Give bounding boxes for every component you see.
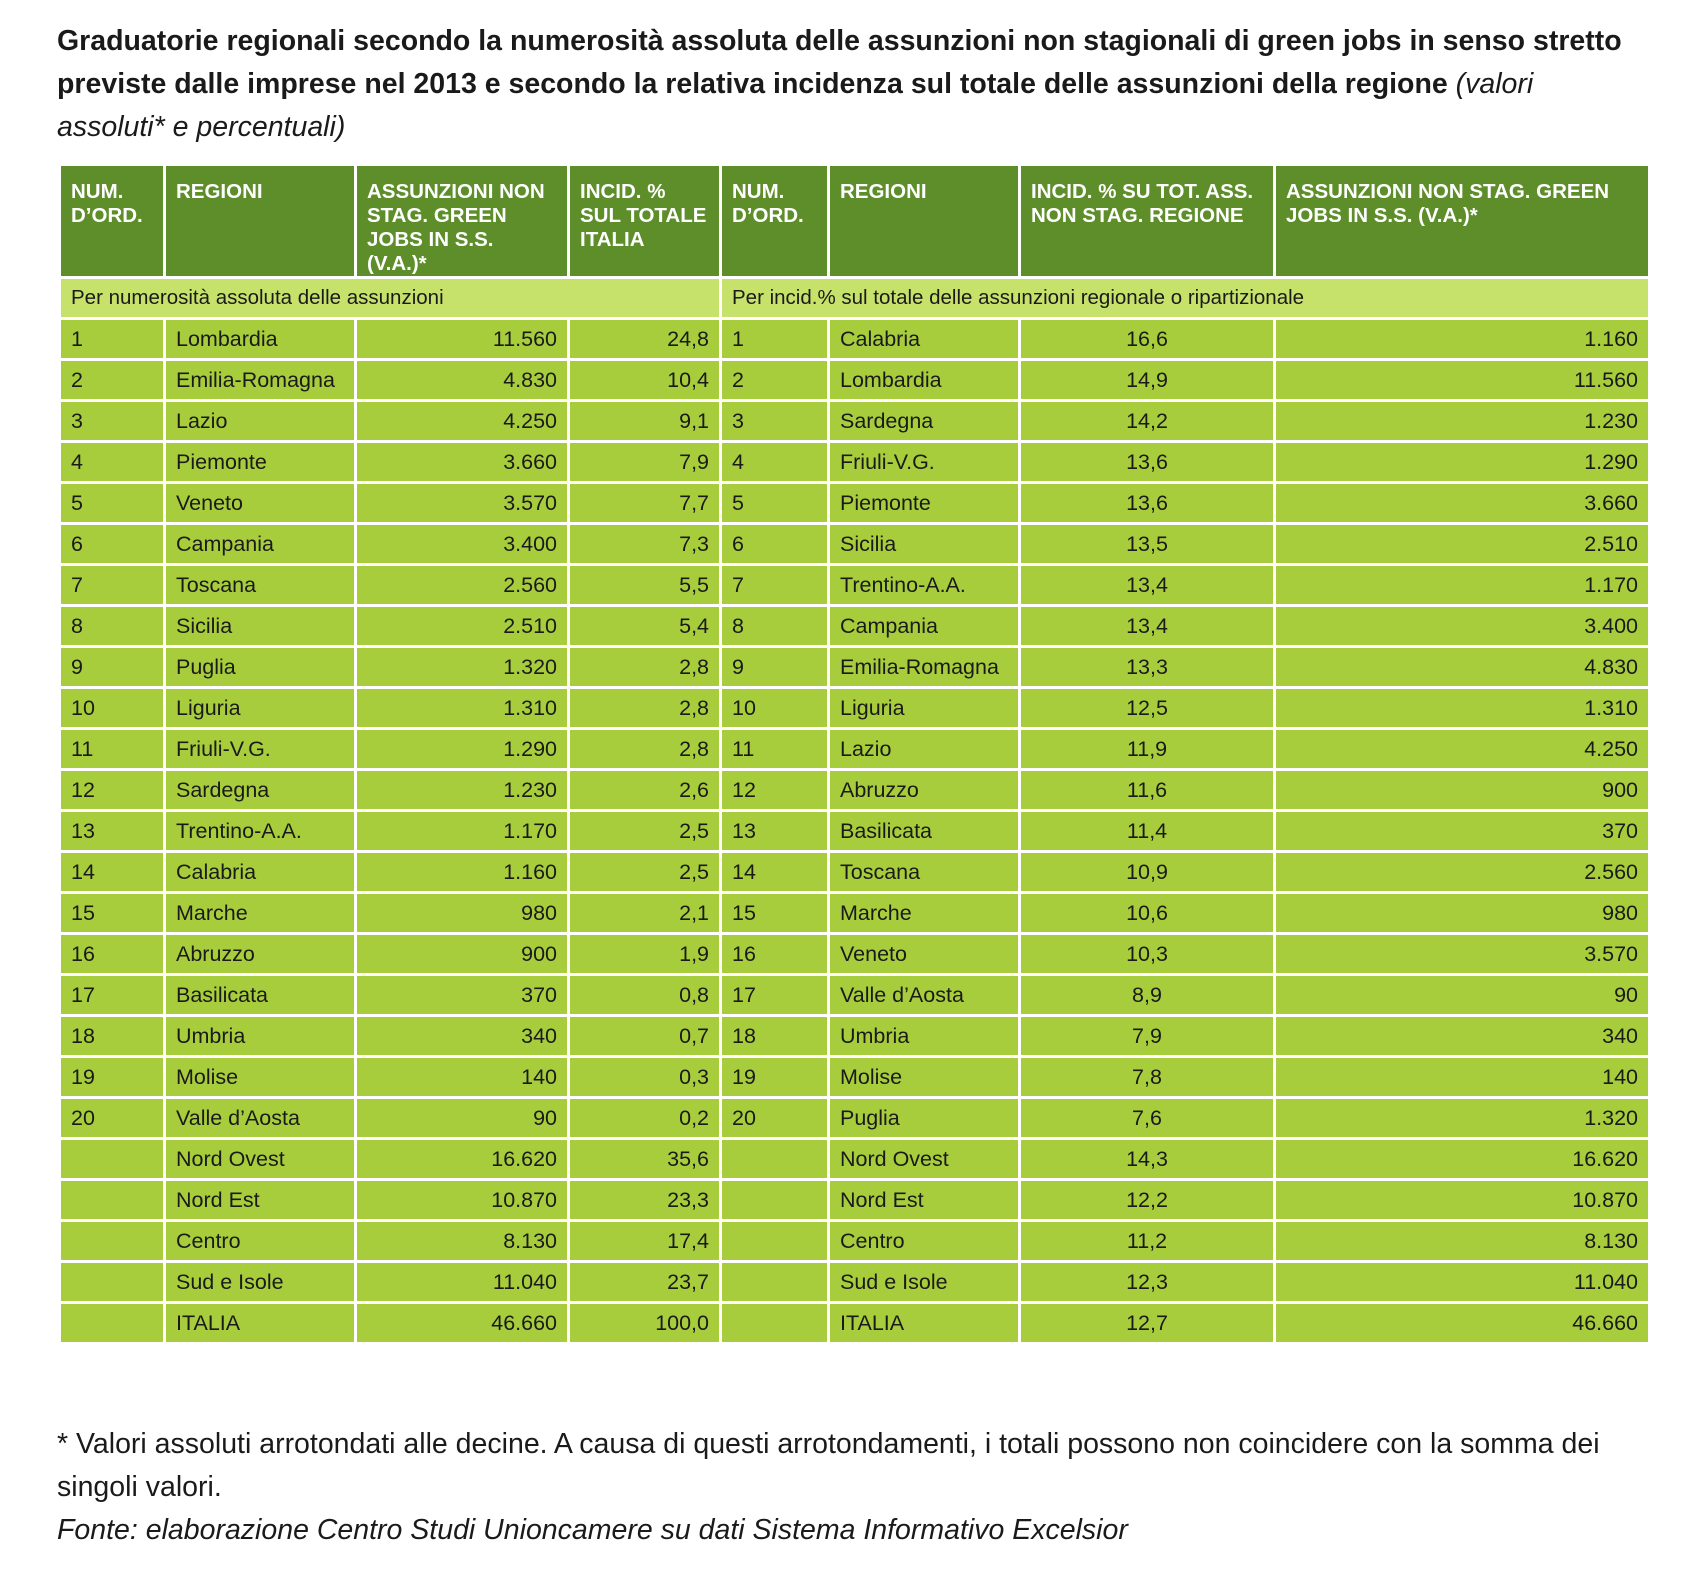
cell-hires-left: 8.130 <box>356 1221 569 1262</box>
cell-region-right: Emilia-Romagna <box>829 647 1020 688</box>
title-main: Graduatorie regionali secondo la numerosità assoluta delle assunzioni non stagionali di green jobs in senso stretto previste dalle imprese nel 2013 e secondo la relativa incidenza sul totale delle assunzioni della regione <box>57 25 1622 100</box>
cell-rank-left: 6 <box>60 524 165 565</box>
cell-region-left: Liguria <box>165 688 356 729</box>
cell-region-left: Trentino-A.A. <box>165 811 356 852</box>
cell-rank-left: 19 <box>60 1057 165 1098</box>
table-row <box>60 975 1650 1016</box>
cell-share-italy: 2,1 <box>569 893 721 934</box>
cell-region-right: ITALIA <box>829 1303 1020 1344</box>
cell-rank-right: 15 <box>721 893 829 934</box>
cell-region-left: Umbria <box>165 1016 356 1057</box>
cell-rank-right: 1 <box>721 319 829 360</box>
cell-region-left: Piemonte <box>165 442 356 483</box>
cell-share-italy: 23,3 <box>569 1180 721 1221</box>
cell-share-region: 12,3 <box>1020 1262 1275 1303</box>
cell-share-region: 8,9 <box>1020 975 1275 1016</box>
cell-hires-right: 340 <box>1275 1016 1650 1057</box>
cell-rank-left: 10 <box>60 688 165 729</box>
cell-share-region: 13,6 <box>1020 442 1275 483</box>
cell-hires-left: 370 <box>356 975 569 1016</box>
cell-region-left: Calabria <box>165 852 356 893</box>
cell-hires-left: 1.160 <box>356 852 569 893</box>
source-note: Fonte: elaborazione Centro Studi Unioncamere su dati Sistema Informativo Excelsior <box>57 1514 1128 1546</box>
cell-hires-right: 370 <box>1275 811 1650 852</box>
cell-share-italy: 1,9 <box>569 934 721 975</box>
cell-hires-left: 2.510 <box>356 606 569 647</box>
table-row <box>60 1098 1650 1139</box>
cell-region-right: Sardegna <box>829 401 1020 442</box>
cell-hires-right: 140 <box>1275 1057 1650 1098</box>
cell-rank-left: 16 <box>60 934 165 975</box>
cell-region-right: Umbria <box>829 1016 1020 1057</box>
cell-share-italy: 24,8 <box>569 319 721 360</box>
cell-hires-right: 980 <box>1275 893 1650 934</box>
cell-region-left: Sicilia <box>165 606 356 647</box>
cell-region-left: ITALIA <box>165 1303 356 1344</box>
cell-hires-right: 1.320 <box>1275 1098 1650 1139</box>
table-row <box>60 442 1650 483</box>
cell-share-italy: 7,9 <box>569 442 721 483</box>
cell-hires-left: 980 <box>356 893 569 934</box>
cell-region-right: Puglia <box>829 1098 1020 1139</box>
cell-region-left: Centro <box>165 1221 356 1262</box>
cell-region-left: Puglia <box>165 647 356 688</box>
cell-share-region: 11,6 <box>1020 770 1275 811</box>
table-row <box>60 934 1650 975</box>
cell-rank-left: 14 <box>60 852 165 893</box>
table-row <box>60 1262 1650 1303</box>
cell-share-italy: 100,0 <box>569 1303 721 1344</box>
cell-rank-right: 18 <box>721 1016 829 1057</box>
cell-share-region: 11,9 <box>1020 729 1275 770</box>
cell-region-left: Lazio <box>165 401 356 442</box>
cell-rank-left <box>60 1303 165 1344</box>
cell-hires-right: 90 <box>1275 975 1650 1016</box>
col-header-region-left: REGIONI <box>165 165 356 278</box>
cell-share-italy: 2,5 <box>569 852 721 893</box>
cell-share-region: 11,2 <box>1020 1221 1275 1262</box>
cell-region-right: Basilicata <box>829 811 1020 852</box>
cell-region-right: Trentino-A.A. <box>829 565 1020 606</box>
cell-region-right: Veneto <box>829 934 1020 975</box>
cell-rank-right <box>721 1303 829 1344</box>
cell-share-italy: 35,6 <box>569 1139 721 1180</box>
table-row <box>60 1016 1650 1057</box>
cell-share-region: 16,6 <box>1020 319 1275 360</box>
table-row <box>60 893 1650 934</box>
cell-region-left: Veneto <box>165 483 356 524</box>
table-row <box>60 647 1650 688</box>
cell-region-right: Campania <box>829 606 1020 647</box>
cell-region-left: Nord Ovest <box>165 1139 356 1180</box>
cell-region-left: Molise <box>165 1057 356 1098</box>
cell-region-left: Nord Est <box>165 1180 356 1221</box>
cell-share-region: 12,5 <box>1020 688 1275 729</box>
cell-rank-left: 12 <box>60 770 165 811</box>
footnote <box>57 1423 1647 1552</box>
cell-hires-left: 4.250 <box>356 401 569 442</box>
cell-rank-right: 16 <box>721 934 829 975</box>
section-row <box>60 278 1650 319</box>
cell-hires-right: 2.510 <box>1275 524 1650 565</box>
cell-rank-right <box>721 1221 829 1262</box>
cell-share-region: 11,4 <box>1020 811 1275 852</box>
cell-hires-left: 900 <box>356 934 569 975</box>
cell-rank-right: 3 <box>721 401 829 442</box>
cell-rank-left: 8 <box>60 606 165 647</box>
cell-hires-right: 4.830 <box>1275 647 1650 688</box>
cell-rank-left: 1 <box>60 319 165 360</box>
table-row <box>60 360 1650 401</box>
cell-share-region: 10,6 <box>1020 893 1275 934</box>
cell-rank-right: 11 <box>721 729 829 770</box>
cell-rank-left: 15 <box>60 893 165 934</box>
cell-rank-right: 6 <box>721 524 829 565</box>
cell-rank-right: 17 <box>721 975 829 1016</box>
cell-rank-left <box>60 1139 165 1180</box>
col-header-num-left: NUM. D’ORD. <box>60 165 165 278</box>
cell-share-italy: 7,7 <box>569 483 721 524</box>
cell-share-region: 13,4 <box>1020 606 1275 647</box>
cell-share-italy: 7,3 <box>569 524 721 565</box>
col-header-share-region: INCID. % SU TOT. ASS. NON STAG. REGIONE <box>1020 165 1275 278</box>
cell-hires-left: 10.870 <box>356 1180 569 1221</box>
cell-hires-right: 11.560 <box>1275 360 1650 401</box>
table-row <box>60 852 1650 893</box>
cell-region-right: Lombardia <box>829 360 1020 401</box>
cell-hires-right: 1.230 <box>1275 401 1650 442</box>
cell-rank-left <box>60 1221 165 1262</box>
cell-hires-left: 1.170 <box>356 811 569 852</box>
cell-hires-left: 2.560 <box>356 565 569 606</box>
cell-hires-right: 2.560 <box>1275 852 1650 893</box>
cell-rank-right: 9 <box>721 647 829 688</box>
section-right-label: Per incid.% sul totale delle assunzioni regionale o ripartizionale <box>721 278 1650 319</box>
cell-share-region: 12,2 <box>1020 1180 1275 1221</box>
cell-hires-right: 1.170 <box>1275 565 1650 606</box>
cell-hires-left: 16.620 <box>356 1139 569 1180</box>
table-row <box>60 565 1650 606</box>
cell-region-left: Basilicata <box>165 975 356 1016</box>
cell-hires-left: 1.290 <box>356 729 569 770</box>
table-row <box>60 811 1650 852</box>
table-row <box>60 1057 1650 1098</box>
table-row <box>60 1221 1650 1262</box>
cell-share-italy: 2,8 <box>569 647 721 688</box>
cell-rank-right: 13 <box>721 811 829 852</box>
cell-share-italy: 17,4 <box>569 1221 721 1262</box>
cell-hires-right: 8.130 <box>1275 1221 1650 1262</box>
cell-hires-left: 1.230 <box>356 770 569 811</box>
cell-hires-left: 1.320 <box>356 647 569 688</box>
cell-region-right: Abruzzo <box>829 770 1020 811</box>
cell-share-region: 7,9 <box>1020 1016 1275 1057</box>
cell-rank-left: 9 <box>60 647 165 688</box>
cell-share-italy: 5,5 <box>569 565 721 606</box>
cell-share-italy: 9,1 <box>569 401 721 442</box>
cell-rank-left <box>60 1180 165 1221</box>
cell-share-region: 13,3 <box>1020 647 1275 688</box>
cell-hires-left: 46.660 <box>356 1303 569 1344</box>
cell-rank-left: 11 <box>60 729 165 770</box>
cell-rank-left: 5 <box>60 483 165 524</box>
cell-hires-left: 3.660 <box>356 442 569 483</box>
cell-region-right: Nord Ovest <box>829 1139 1020 1180</box>
cell-region-right: Calabria <box>829 319 1020 360</box>
cell-hires-right: 3.400 <box>1275 606 1650 647</box>
cell-rank-left: 18 <box>60 1016 165 1057</box>
cell-rank-right <box>721 1262 829 1303</box>
cell-region-right: Valle d’Aosta <box>829 975 1020 1016</box>
cell-region-left: Friuli-V.G. <box>165 729 356 770</box>
title-note: (valori assoluti* e percentuali) <box>57 68 1534 143</box>
cell-hires-right: 4.250 <box>1275 729 1650 770</box>
cell-hires-left: 1.310 <box>356 688 569 729</box>
cell-region-right: Centro <box>829 1221 1020 1262</box>
cell-share-region: 7,6 <box>1020 1098 1275 1139</box>
cell-share-region: 13,6 <box>1020 483 1275 524</box>
cell-hires-right: 11.040 <box>1275 1262 1650 1303</box>
cell-hires-left: 3.570 <box>356 483 569 524</box>
cell-region-right: Sud e Isole <box>829 1262 1020 1303</box>
table-row <box>60 729 1650 770</box>
cell-region-right: Liguria <box>829 688 1020 729</box>
cell-hires-right: 1.310 <box>1275 688 1650 729</box>
section-left-label: Per numerosità assoluta delle assunzioni <box>60 278 721 319</box>
ranking-table <box>58 163 1651 1345</box>
cell-hires-right: 1.160 <box>1275 319 1650 360</box>
cell-share-italy: 0,3 <box>569 1057 721 1098</box>
cell-hires-right: 1.290 <box>1275 442 1650 483</box>
cell-region-left: Abruzzo <box>165 934 356 975</box>
col-header-share-italy: INCID. % SUL TOTALE ITALIA <box>569 165 721 278</box>
cell-share-italy: 10,4 <box>569 360 721 401</box>
cell-share-italy: 0,7 <box>569 1016 721 1057</box>
cell-hires-left: 11.560 <box>356 319 569 360</box>
cell-rank-right: 10 <box>721 688 829 729</box>
cell-rank-left: 3 <box>60 401 165 442</box>
cell-hires-right: 46.660 <box>1275 1303 1650 1344</box>
cell-hires-right: 900 <box>1275 770 1650 811</box>
table-row <box>60 524 1650 565</box>
cell-share-italy: 2,5 <box>569 811 721 852</box>
cell-region-right: Toscana <box>829 852 1020 893</box>
cell-region-left: Sardegna <box>165 770 356 811</box>
cell-region-right: Molise <box>829 1057 1020 1098</box>
cell-share-region: 13,5 <box>1020 524 1275 565</box>
col-header-hires-left: ASSUNZIONI NON STAG. GREEN JOBS IN S.S. (V.A.)* <box>356 165 569 278</box>
cell-rank-right <box>721 1139 829 1180</box>
cell-region-right: Marche <box>829 893 1020 934</box>
cell-rank-right: 19 <box>721 1057 829 1098</box>
cell-region-right: Nord Est <box>829 1180 1020 1221</box>
cell-region-left: Campania <box>165 524 356 565</box>
cell-hires-right: 3.660 <box>1275 483 1650 524</box>
cell-hires-right: 3.570 <box>1275 934 1650 975</box>
table-row <box>60 1180 1650 1221</box>
table-row <box>60 770 1650 811</box>
cell-rank-left: 7 <box>60 565 165 606</box>
cell-share-region: 10,9 <box>1020 852 1275 893</box>
cell-region-left: Lombardia <box>165 319 356 360</box>
table-row <box>60 688 1650 729</box>
cell-share-region: 14,2 <box>1020 401 1275 442</box>
col-header-region-right: REGIONI <box>829 165 1020 278</box>
cell-share-region: 13,4 <box>1020 565 1275 606</box>
cell-hires-left: 4.830 <box>356 360 569 401</box>
table-row <box>60 401 1650 442</box>
cell-share-italy: 2,8 <box>569 688 721 729</box>
cell-region-left: Marche <box>165 893 356 934</box>
cell-rank-right: 8 <box>721 606 829 647</box>
cell-region-right: Lazio <box>829 729 1020 770</box>
cell-hires-left: 11.040 <box>356 1262 569 1303</box>
table-row <box>60 606 1650 647</box>
cell-share-italy: 5,4 <box>569 606 721 647</box>
cell-region-left: Valle d’Aosta <box>165 1098 356 1139</box>
cell-share-italy: 23,7 <box>569 1262 721 1303</box>
cell-region-right: Piemonte <box>829 483 1020 524</box>
table-title <box>57 20 1647 149</box>
cell-rank-right: 4 <box>721 442 829 483</box>
cell-rank-right: 5 <box>721 483 829 524</box>
cell-share-italy: 2,6 <box>569 770 721 811</box>
cell-hires-right: 10.870 <box>1275 1180 1650 1221</box>
cell-rank-left: 20 <box>60 1098 165 1139</box>
header-row <box>60 165 1650 278</box>
cell-share-region: 10,3 <box>1020 934 1275 975</box>
cell-rank-right: 12 <box>721 770 829 811</box>
cell-rank-right: 20 <box>721 1098 829 1139</box>
cell-region-right: Sicilia <box>829 524 1020 565</box>
cell-hires-right: 16.620 <box>1275 1139 1650 1180</box>
cell-region-left: Toscana <box>165 565 356 606</box>
cell-hires-left: 140 <box>356 1057 569 1098</box>
rounding-note: * Valori assoluti arrotondati alle decine. A causa di questi arrotondamenti, i totali possono non coincidere con la somma dei singoli valori. <box>57 1428 1600 1503</box>
cell-share-italy: 0,8 <box>569 975 721 1016</box>
table-row <box>60 319 1650 360</box>
cell-rank-right: 14 <box>721 852 829 893</box>
cell-region-right: Friuli-V.G. <box>829 442 1020 483</box>
cell-share-region: 14,3 <box>1020 1139 1275 1180</box>
table-row <box>60 1139 1650 1180</box>
cell-rank-right: 7 <box>721 565 829 606</box>
col-header-hires-right: ASSUNZIONI NON STAG. GREEN JOBS IN S.S. (V.A.)* <box>1275 165 1650 278</box>
cell-rank-left: 4 <box>60 442 165 483</box>
cell-share-region: 14,9 <box>1020 360 1275 401</box>
cell-rank-right <box>721 1180 829 1221</box>
cell-share-italy: 2,8 <box>569 729 721 770</box>
cell-share-region: 12,7 <box>1020 1303 1275 1344</box>
cell-rank-left: 13 <box>60 811 165 852</box>
cell-share-italy: 0,2 <box>569 1098 721 1139</box>
cell-hires-left: 90 <box>356 1098 569 1139</box>
cell-hires-left: 3.400 <box>356 524 569 565</box>
cell-region-left: Emilia-Romagna <box>165 360 356 401</box>
table-row <box>60 483 1650 524</box>
cell-share-region: 7,8 <box>1020 1057 1275 1098</box>
cell-rank-left: 17 <box>60 975 165 1016</box>
cell-hires-left: 340 <box>356 1016 569 1057</box>
cell-region-left: Sud e Isole <box>165 1262 356 1303</box>
cell-rank-left: 2 <box>60 360 165 401</box>
cell-rank-right: 2 <box>721 360 829 401</box>
col-header-num-right: NUM. D’ORD. <box>721 165 829 278</box>
cell-rank-left <box>60 1262 165 1303</box>
table-row <box>60 1303 1650 1344</box>
